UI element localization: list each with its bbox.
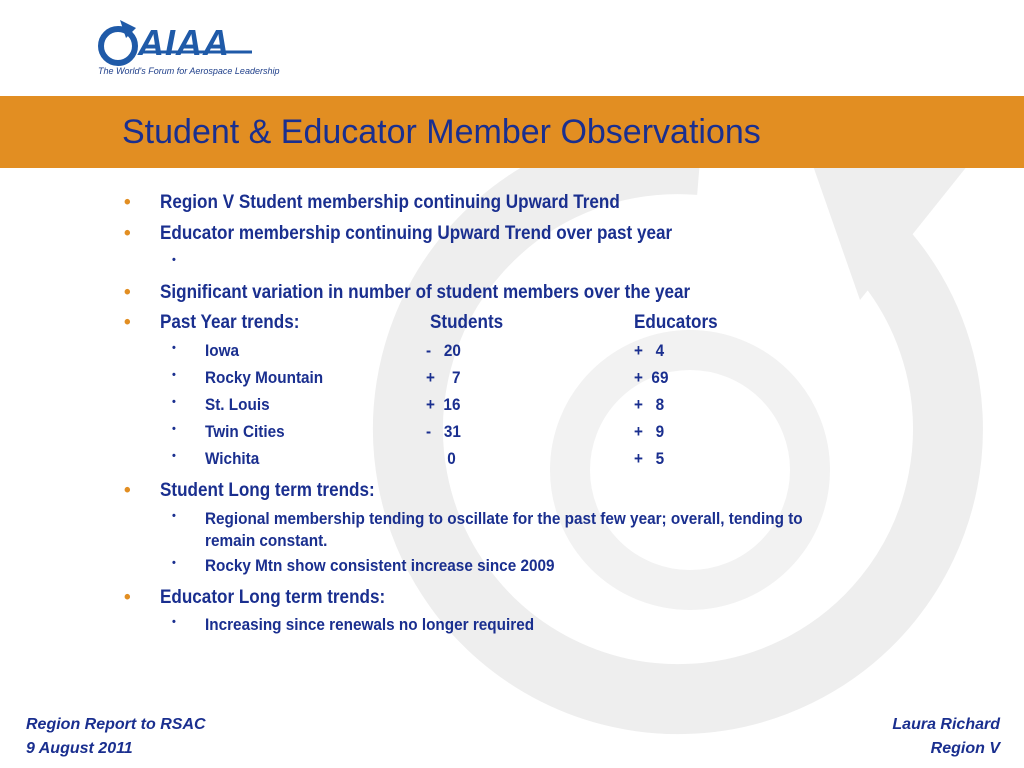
table-cell-educators: + 69 (634, 368, 669, 387)
bullet-text: Educator membership continuing Upward Trend over past year (160, 223, 673, 244)
table-cell-educators: + 8 (634, 395, 665, 414)
bullet-text: Student Long term trends: (160, 480, 375, 501)
bullet-text: Educator Long term trends: (160, 587, 386, 608)
slide-title: Student & Educator Member Observations (122, 113, 761, 151)
logo-tagline: The World's Forum for Aerospace Leadership (98, 66, 280, 76)
table-row-region: Iowa (205, 341, 240, 360)
table-cell-students: + 16 (426, 395, 461, 414)
table-cell-educators: + 9 (634, 422, 665, 441)
sub-bullet-icon: • (172, 423, 176, 435)
column-header-educators: Educators (634, 312, 718, 333)
bullet-icon: • (124, 480, 131, 501)
bullet-icon: • (124, 192, 131, 213)
table-row-region: Twin Cities (205, 422, 285, 441)
footer-left-line2: 9 August 2011 (26, 740, 133, 757)
bullet-icon: • (124, 587, 131, 608)
table-row-region: Wichita (205, 449, 260, 468)
table-cell-students: - 20 (426, 341, 461, 360)
sub-bullet-text: Increasing since renewals no longer required (205, 615, 535, 634)
table-cell-students: + 7 (426, 368, 461, 387)
bullet-text: Region V Student membership continuing Upward Trend (160, 192, 620, 213)
table-cell-students: 0 (426, 449, 456, 468)
sub-bullet-icon: • (172, 450, 176, 462)
table-row-region: Rocky Mountain (205, 368, 324, 387)
table-cell-educators: + 4 (634, 341, 665, 360)
footer-right-line2: Region V (930, 740, 1000, 757)
sub-bullet-text: Rocky Mtn show consistent increase since 2009 (205, 556, 555, 575)
bullet-text: Significant variation in number of student members over the year (160, 282, 691, 303)
table-cell-educators: + 5 (634, 449, 665, 468)
sub-bullet-icon: • (172, 369, 176, 381)
footer-right-line1: Laura Richard (892, 716, 1000, 733)
sub-bullet-icon: • (172, 616, 176, 628)
column-header-students: Students (430, 312, 504, 333)
sub-bullet-text: Regional membership tending to oscillate for the past few year; overall, tending to (205, 509, 803, 528)
sub-bullet-icon: • (172, 342, 176, 354)
bullet-text: Past Year trends: (160, 312, 300, 333)
sub-bullet-icon: • (172, 254, 176, 266)
sub-bullet-icon: • (172, 396, 176, 408)
footer-left-line1: Region Report to RSAC (26, 716, 206, 733)
sub-bullet-text: remain constant. (205, 531, 328, 550)
bullet-icon: • (124, 282, 131, 303)
table-cell-students: - 31 (426, 422, 461, 441)
sub-bullet-icon: • (172, 557, 176, 569)
bullet-icon: • (124, 223, 131, 244)
bullet-icon: • (124, 312, 131, 333)
sub-bullet-icon: • (172, 510, 176, 522)
logo-text: AIAA (138, 22, 230, 63)
table-row-region: St. Louis (205, 395, 270, 414)
